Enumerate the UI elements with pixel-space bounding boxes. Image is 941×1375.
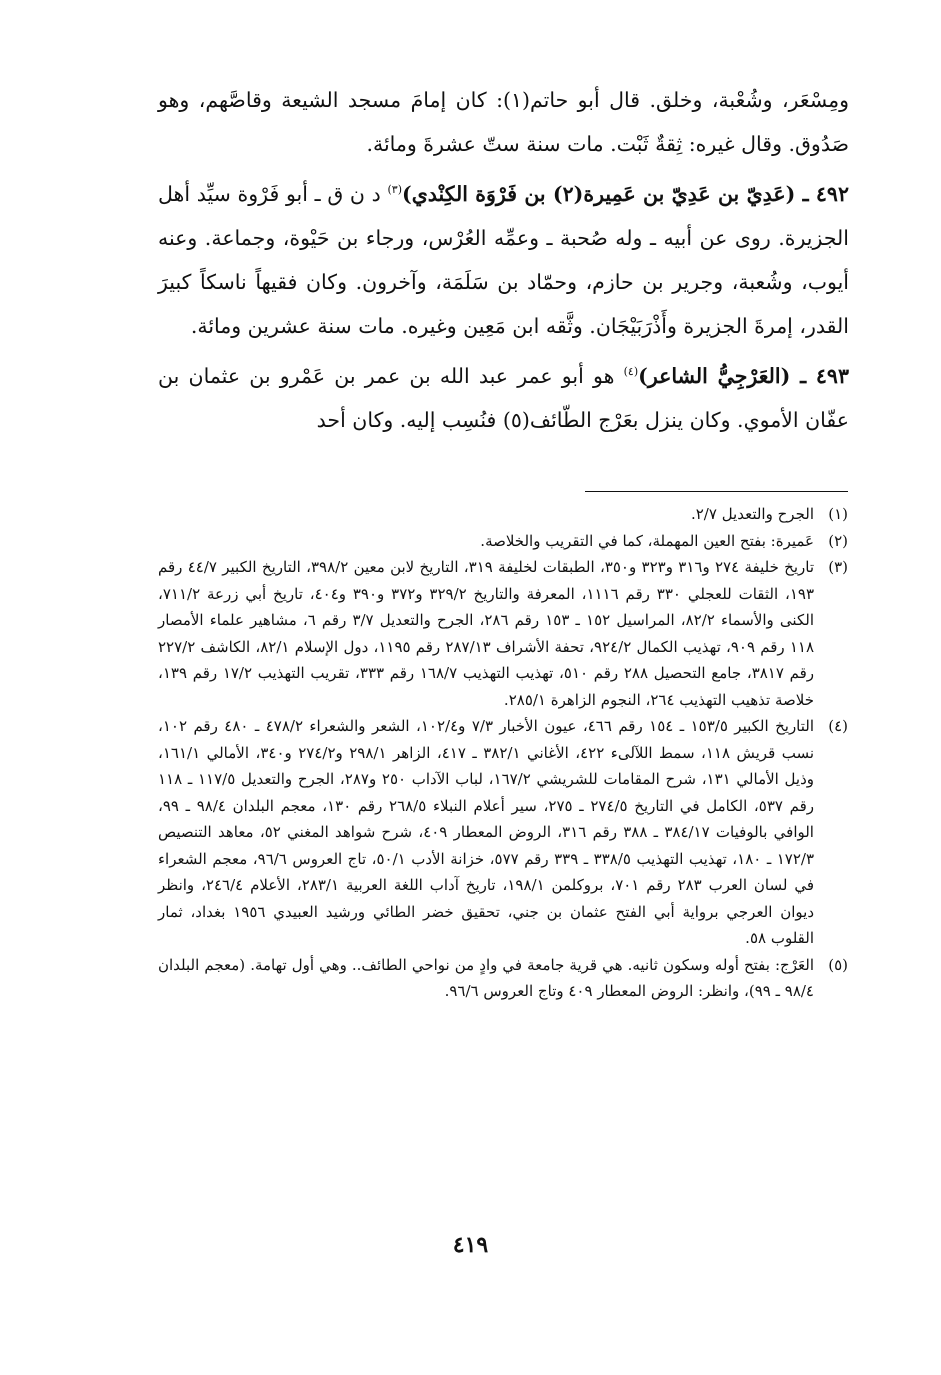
footnote-number: (٤) [828,717,848,735]
footnote-number: (٥) [828,955,848,974]
footnote-number: (١) [828,505,848,523]
main-text [158,78,849,442]
paragraph-continuation: ومِسْعَر، وشُعْبة، وخلق. قال أبو حاتم(١): كان إمامَ مسجد الشيعة وقاصَّهم، وهو صَدُوق. وقال غيره: ثِقةٌ ثَبْت. مات سنة ستّ عشرةَ ومائة. [158,88,849,156]
footnote-text: التاريخ الكبير ١٥٣/٥ ـ ١٥٤ رقم ٤٦٦، عيون الأخبار ٧/٣ و١٠٢/٤، الشعر والشعراء ٤٧٨/٢ ـ ٤٨٠ رقم ١٠٢، نسب قريش ١١٨، سمط اللآلىء ٤٢٢، الأغاني ٣٨٢/١ ـ ٤١٧، الزاهر ٢٩٨/١ و٢٧٤/٢ و٣٤٠، الأمالي ١٦١/١، وذيل الأمالي ١٣١، شرح المقامات للشريشي ١٦٧/٢، لباب الآداب ٢٥٠ و٢٨٧، الجرح والتعديل ١١٧/٥ ـ ١١٨ رقم ٥٣٧، الكامل في التاريخ ٢٧٤/٥ ـ ٢٧٥، سير أعلام النبلاء ٢٦٨/٥ رقم ١٣٠، معجم البلدان ٩٨/٤ ـ ٩٩، الوافي بالوفيات ٣٨٤/١٧ ـ ٣٨٨ رقم ٣١٦، الروض المعطار ٤٠٩، شرح شواهد المغني ٥٢، معاهد التنصيص ١٧٢/٣ ـ ١٨٠، تهذيب التهذيب ٣٣٨/٥ ـ ٣٣٩ رقم ٥٧٧، خزانة الأدب ٥٠/١، تاج العروس ٩٦/٦، معجم الشعراء في لسان العرب ٢٨٣ رقم ٧٠١، بروكلمن ١٩٨/١، تاريخ آداب اللغة العربية ٢٨٣/١، الأعلام ٢٤٦/٤، وانظر ديوان العرجي برواية أبي الفتح عثمان بن جني، تحقيق خضر الطائي ورشيد العبيدي ١٩٥٦ بغداد، ثمار القلوب ٥٨. [158,717,815,947]
footnotes [158,501,848,1005]
footnote-number: (٣) [828,558,848,576]
entry-492 [158,172,849,348]
footnote-text: عَميرة: بفتح العين المهملة، كما في التقريب والخلاصة. [480,531,814,550]
footnote [158,713,848,952]
footnote-ref-4: (٤) [623,365,639,379]
entry-492-text: د ن ق ـ أبو فَرْوة سيِّد أهل الجزيرة. روى عن أبيه ـ وله صُحبة ـ وعمِّه العُرْس، ورجاء بن حَيْوة، وجماعة. وعنه أيوب، وشُعبة، وجرير بن حازم، وحمّاد بن سَلَمَة، وآخرون. وكان فقيهاً ناسكاً كبيرَ القدر، إمرةَ الجزيرة وأَذْرَبَيْجَان. وثَّقه ابن مَعِين وغيره. مات سنة عشرين ومائة. [158,182,849,338]
entry-493 [158,354,849,442]
footnote [158,554,848,713]
footnote [158,501,848,528]
footnote-text: العَرْج: بفتح أوله وسكون ثانيه. هي قرية جامعة في وادٍ من نواحي الطائف.. وهي أول تهامة. (معجم البلدان ٩٨/٤ ـ ٩٩)، وانظر: الروض المعطار ٤٠٩ وتاج العروس ٩٦/٦. [158,955,814,1000]
footnote [158,952,848,1005]
footnote [158,528,848,555]
page-number: ٤١٩ [452,1232,489,1258]
entry-493-heading: ٤٩٣ ـ (العَرْجِيُّ الشاعر) [638,364,849,388]
footnote-text: الجرح والتعديل ٢/٧. [690,505,814,523]
footnote-number: (٢) [828,531,848,550]
footnote-ref-3: (٣) [387,183,402,197]
footnote-text: تاريخ خليفة ٢٧٤ و٣١٦ و٣٢٣ و٣٥٠، الطبقات لخليفة ٣١٩، التاريخ لابن معين ٣٩٨/٢، التاريخ الكبير ٤٤/٧ رقم ١٩٣، الثقات للعجلي ٣٣٠ رقم ١١١٦، المعرفة والتاريخ ٣٢٩/٢ و٣٧٢ و٣٩٠ و٤٠٤، تاريخ أبي زرعة ٧١١/٢، الكنى والأسماء ٨٢/٢، المراسيل ١٥٢ ـ ١٥٣ رقم ٢٨٦، الجرح والتعديل ٣/٧ رقم ٦، مشاهير علماء الأمصار ١١٨ رقم ٩٠٩، تهذيب الكمال ٩٢٤/٢، تحفة الأشراف ٢٨٧/١٣ رقم ١١٩٥، دول الإسلام ٨٢/١، الكاشف ٢٢٧/٢ رقم ٣٨١٧، جامع التحصيل ٢٨٨ رقم ٥١٠، تهذيب التهذيب ١٦٨/٧ رقم ٣٣٣، تقريب التهذيب ١٧/٢ رقم ١٣٩، خلاصة تذهيب التهذيب ٢٦٤، النجوم الزاهرة ٢٨٥/١. [158,558,815,709]
footnote-divider [585,491,848,492]
entry-493-text: هو أبو عمر عبد الله بن عمر بن عَمْرو بن عثمان بن عفّان الأموي. وكان ينزل بعَرْج الطّائف(٥) فنُسِب إليه. وكان أحد [158,364,849,432]
entry-492-heading: ٤٩٢ ـ (عَدِيّ بن عَدِيّ بن عَمِيرة(٢) بن فَرْوَة الكِنْدي) [402,182,849,206]
